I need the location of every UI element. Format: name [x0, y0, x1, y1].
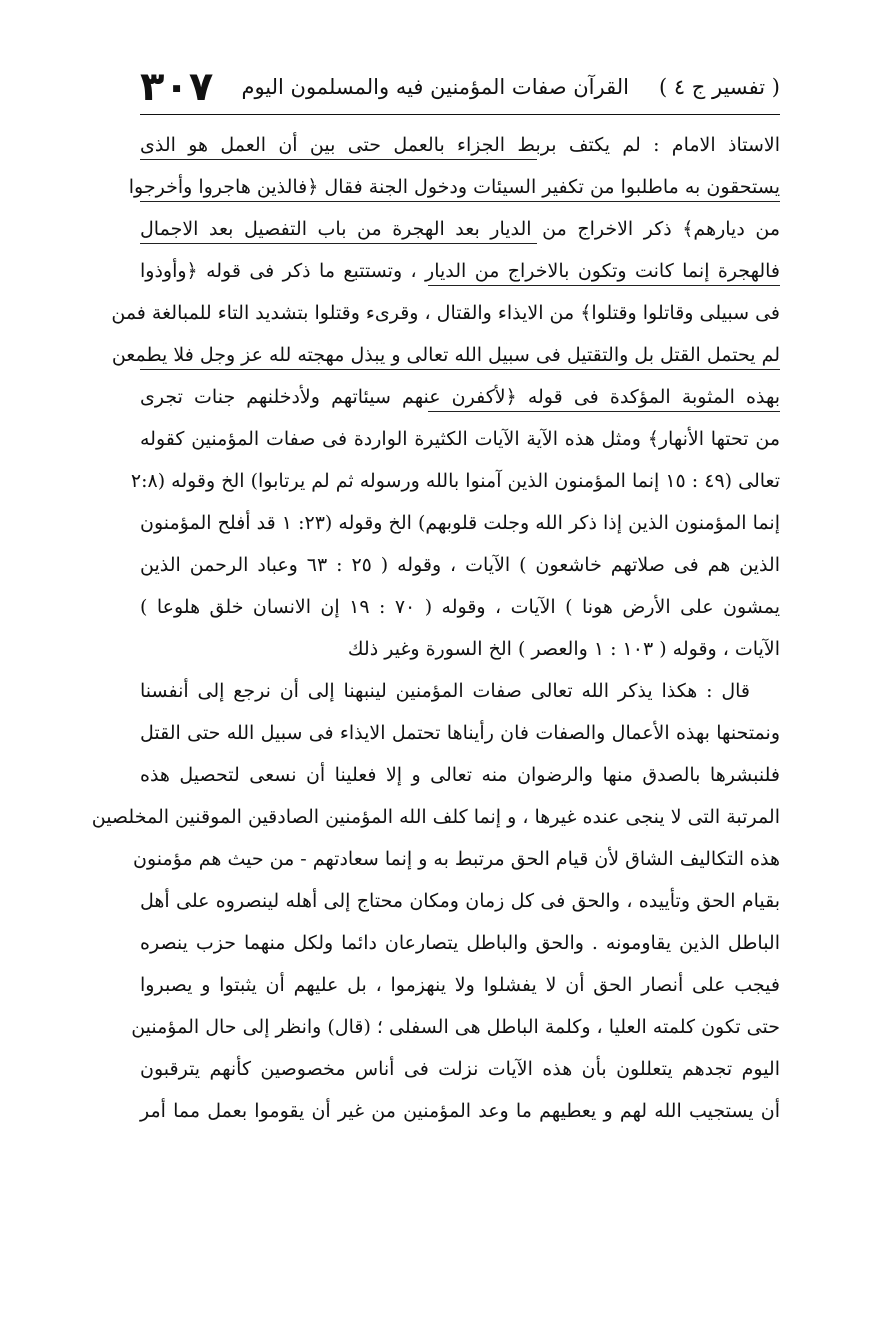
text-line: فالهجرة إنما كانت وتكون بالاخراج من الديار ، وتستتبع ما ذكر فى قوله ﴿وأوذوا: [140, 250, 780, 292]
header-rule: [140, 114, 780, 115]
text-line: الباطل الذين يقاومونه . والحق والباطل يتصارعان دائما ولكل منهما حزب ينصره: [140, 932, 780, 954]
section-label: ( تفسير ج ٤ ): [658, 75, 780, 99]
body-text: [91, 124, 781, 1132]
text-line: اليوم تجدهم يتعللون بأن هذه الآيات نزلت فى أناس مخصوصين كأنهم يترقبون: [140, 1058, 780, 1080]
text-line: أن يستجيب الله لهم و يعطيهم ما وعد المؤمنين من غير أن يقوموا بعمل مما أمر: [140, 1100, 780, 1122]
text-line: الذين هم فى صلاتهم خاشعون ) الآيات ، وقوله ( ٢٥ : ٦٣ وعباد الرحمن الذين: [140, 554, 781, 576]
running-head: [241, 75, 780, 99]
text-line: الآيات ، وقوله ( ١٠٣ : ١ والعصر ) الخ السورة وغير ذلك: [347, 638, 780, 660]
text-line: ونمتحنها بهذه الأعمال والصفات فان رأيناها تحتمل الايذاء فى سبيل الله حتى القتل: [140, 722, 780, 744]
text-line: يستحقون به ماطلبوا من تكفير السيئات ودخول الجنة فقال ﴿فالذين هاجروا وأخرجوا: [140, 166, 780, 208]
text-line: بهذه المثوبة المؤكدة فى قوله ﴿لأكفرن عنهم سيئاتهم ولأدخلنهم جنات تجرى: [140, 376, 780, 418]
text-line: تعالى (٤٩ : ١٥ إنما المؤمنون الذين آمنوا بالله ورسوله ثم لم يرتابوا) الخ وقوله (٢:٨: [130, 470, 780, 492]
chapter-title: القرآن صفات المؤمنين فيه والمسلمون اليوم: [241, 75, 629, 99]
text-line: فى سبيلى وقاتلوا وقتلوا﴾ من الايذاء والقتال ، وقرىء وقتلوا بتشديد التاء للمبالغة فمن: [111, 302, 780, 324]
text-line: فيجب على أنصار الحق أن لا يفشلوا ولا ينهزموا ، بل عليهم أن يثبتوا و يصبروا: [140, 974, 780, 996]
text-line: قال : هكذا يذكر الله تعالى صفات المؤمنين لينبهنا إلى أن نرجع إلى أنفسنا: [140, 680, 750, 702]
text-line: يمشون على الأرض هونا ) الآيات ، وقوله ( ٧٠ : ١٩ إن الانسان خلق هلوعا ): [140, 596, 780, 618]
text-line: المرتبة التى لا ينجى عنده غيرها ، و إنما كلف الله المؤمنين الصادقين الموقنين المخلصين: [91, 806, 780, 828]
text-line: إنما المؤمنون الذين إذا ذكر الله وجلت قلوبهم) الخ وقوله (٢٣: ١ قد أفلح المؤمنون: [140, 512, 780, 534]
text-line: بقيام الحق وتأييده ، والحق فى كل زمان ومكان محتاج إلى أهله لينصروه على أهل: [140, 890, 780, 912]
text-line: من تحتها الأنهار﴾ ومثل هذه الآية الآيات الكثيرة الواردة فى صفات المؤمنين كقوله: [140, 428, 780, 450]
text-line: حتى تكون كلمته العليا ، وكلمة الباطل هى السفلى ؛ (قال) وانظر إلى حال المؤمنين: [131, 1016, 780, 1038]
text-line: الاستاذ الامام : لم يكتف بربط الجزاء بالعمل حتى بين أن العمل هو الذى: [140, 124, 780, 166]
text-line: هذه التكاليف الشاق لأن قيام الحق مرتبط به و إنما سعادتهم - من حيث هم مؤمنون: [133, 848, 780, 870]
page-header: [140, 62, 780, 112]
text-line: فلنبشرها بالصدق منها والرضوان منه تعالى و إلا فعلينا أن نسعى لتحصيل هذه: [140, 764, 780, 786]
text-line: لم يحتمل القتل بل والتقتيل فى سبيل الله تعالى و يبذل مهجته لله عز وجل فلا يطمعن: [140, 334, 780, 376]
page-number: ٣٠٧: [140, 64, 214, 110]
text-line: من ديارهم﴾ ذكر الاخراج من الديار بعد الهجرة من باب التفصيل بعد الاجمال: [140, 208, 780, 250]
